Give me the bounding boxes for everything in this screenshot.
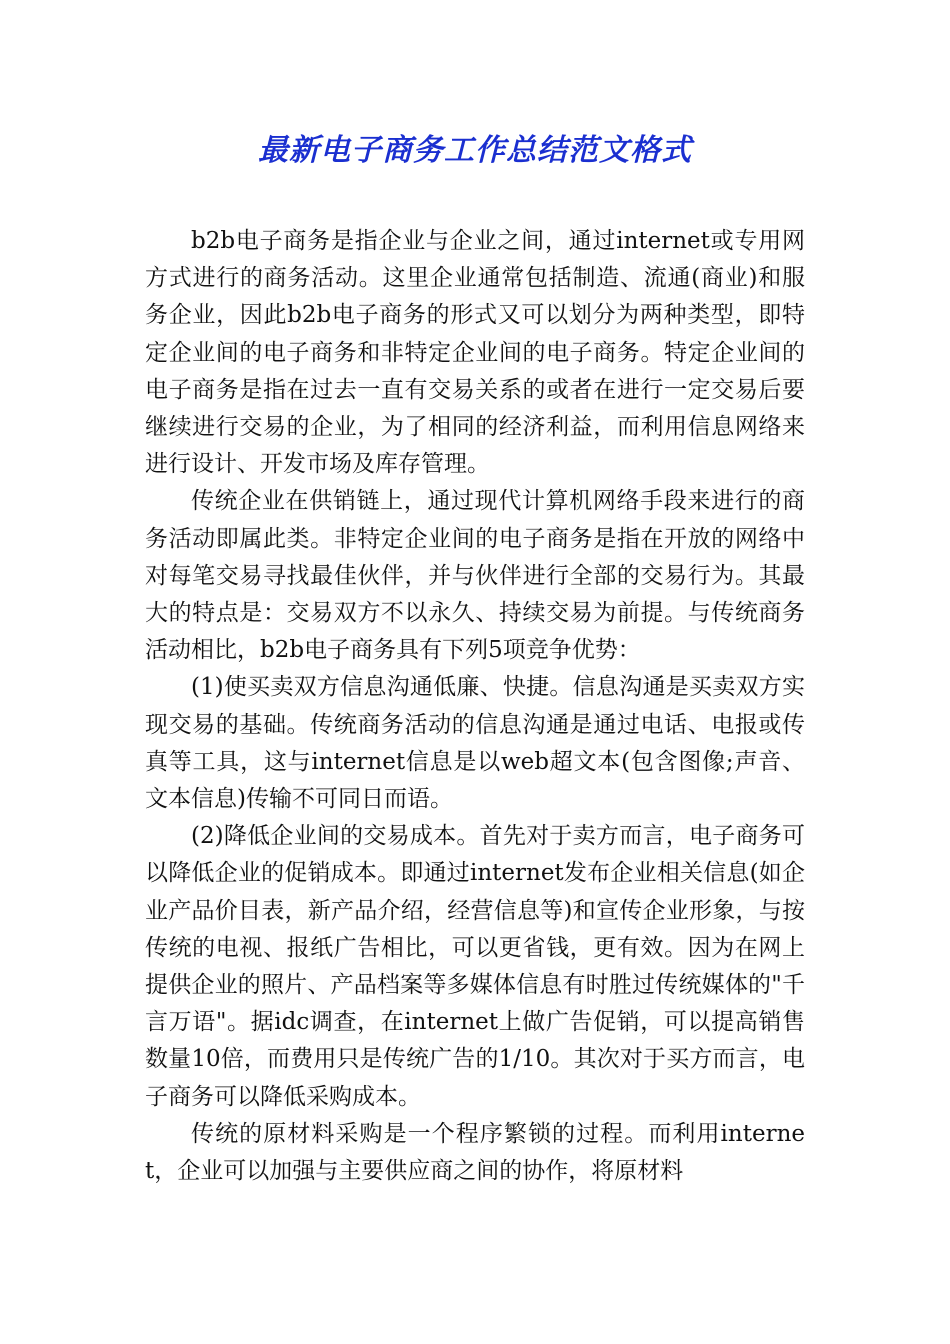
- body-paragraph-1: b2b电子商务是指企业与企业之间，通过internet或专用网方式进行的商务活动。这里企业通常包括制造、流通(商业)和服务企业，因此b2b电子商务的形式又可以划分为两种类型，即特定企业间的电子商务和非特定企业间的电子商务。特定企业间的电子商务是指在过去一直有交易关系的或者在进行一定交易后要继续进行交易的企业，为了相同的经济利益，而利用信息网络来进行设计、开发市场及库存管理。: [145, 228, 805, 478]
- document-body: [145, 223, 805, 1190]
- document-title: 最新电子商务工作总结范文格式: [258, 133, 692, 168]
- body-paragraph-3: (1)使买卖双方信息沟通低廉、快捷。信息沟通是买卖双方实现交易的基础。传统商务活动的信息沟通是通过电话、电报或传真等工具，这与internet信息是以web超文本(包含图像;声音、文本信息)传输不可同日而语。: [145, 674, 805, 813]
- body-paragraph-2: 传统企业在供销链上，通过现代计算机网络手段来进行的商务活动即属此类。非特定企业间的电子商务是指在开放的网络中对每笔交易寻找最佳伙伴，并与伙伴进行全部的交易行为。其最大的特点是：交易双方不以永久、持续交易为前提。与传统商务活动相比，b2b电子商务具有下列5项竞争优势：: [145, 488, 805, 664]
- body-paragraph-4: (2)降低企业间的交易成本。首先对于卖方而言，电子商务可以降低企业的促销成本。即通过internet发布企业相关信息(如企业产品价目表，新产品介绍，经营信息等)和宣传企业形象，与按传统的电视、报纸广告相比，可以更省钱，更有效。因为在网上提供企业的照片、产品档案等多媒体信息有时胜过传统媒体的"千言万语"。据idc调查，在internet上做广告促销，可以提高销售数量10倍，而费用只是传统广告的1/10。其次对于买方而言，电子商务可以降低采购成本。: [145, 823, 805, 1110]
- body-paragraph-5: 传统的原材料采购是一个程序繁锁的过程。而利用internet，企业可以加强与主要供应商之间的协作，将原材料: [145, 1120, 805, 1185]
